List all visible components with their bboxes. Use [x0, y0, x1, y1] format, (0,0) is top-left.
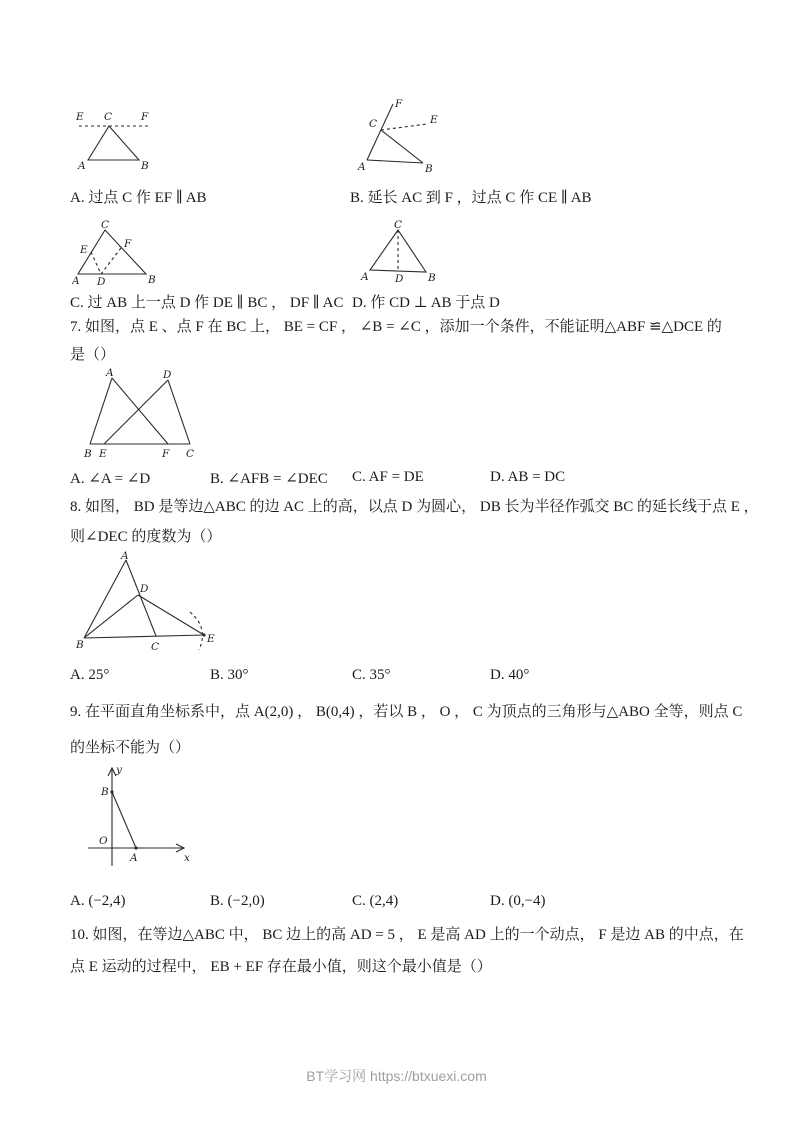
figC-label-F: F: [124, 238, 132, 250]
figQ7-line-AB: [90, 378, 112, 444]
figC-dashed-line-ED: [91, 252, 101, 274]
q6-option-c: C. 过 AB 上一点 D 作 DE ∥ BC ， DF ∥ AC: [70, 295, 344, 311]
figQ9-point-B: [110, 790, 113, 793]
q8-option-a: A. 25°: [70, 667, 110, 683]
figA-label-E: E: [76, 111, 84, 123]
figQ8-line-BA: [84, 560, 126, 638]
figA-label-B: B: [141, 160, 149, 170]
q9-option-c: C. (2,4): [352, 893, 399, 909]
q8-option-d: D. 40°: [490, 667, 530, 683]
figQ8-line-AC: [126, 560, 156, 636]
figQ7-label-B: B: [84, 448, 92, 460]
figQ7-label-F: F: [162, 448, 170, 460]
q7-text-line2: 是（）: [70, 347, 116, 363]
q8-text-line2: 则∠DEC 的度数为（）: [70, 529, 222, 545]
q8-option-b: B. 30°: [210, 667, 249, 683]
q7-option-c: C. AF = DE: [352, 469, 424, 485]
figQ9-label-O: O: [99, 835, 108, 847]
figQ8-dashed-arc: [190, 612, 202, 650]
figA-label-F: F: [141, 111, 149, 123]
figQ7-line-DC: [168, 380, 190, 444]
q7-option-d: D. AB = DC: [490, 469, 566, 485]
figQ8-line-BD: [84, 595, 138, 638]
figQ9-label-x: x: [184, 852, 190, 864]
q10-text-line2: 点 E 运动的过程中， EB + EF 存在最小值，则这个最小值是（）: [70, 959, 492, 975]
figQ7-line-DE: [104, 380, 168, 444]
figure-q9-coordinate-plane: [80, 758, 195, 880]
figD-label-C: C: [394, 220, 403, 231]
q9-option-d: D. (0,−4): [490, 893, 546, 909]
q6-option-a: A. 过点 C 作 EF ∥ AB: [70, 190, 207, 206]
figB-dashed-line-CE: [381, 124, 427, 130]
figQ7-label-D: D: [163, 369, 172, 381]
q9-text-line2: 的坐标不能为（）: [70, 740, 191, 756]
figC-label-B: B: [148, 274, 156, 286]
q9-text-line1: 9. 在平面直角坐标系中，点 A(2,0) ， B(0,4) ，若以 B ， O ， C 为顶点的三角形与△ABO 全等，则点 C: [70, 704, 743, 720]
figC-dashed-line-FD: [101, 248, 121, 274]
figQ7-label-C: C: [186, 448, 195, 460]
q9-option-a: A. (−2,4): [70, 893, 126, 909]
figC-label-D: D: [97, 276, 106, 286]
figQ8-label-D: D: [140, 583, 149, 595]
figB-label-B: B: [425, 163, 433, 172]
q7-text-line1: 7. 如图，点 E 、点 F 在 BC 上， BE = CF ， ∠B = ∠C ，添加一个条件，不能证明△ABF ≌△DCE 的: [70, 319, 722, 335]
figQ9-line-BA: [112, 792, 136, 848]
figure-q6c-triangle: [72, 220, 164, 286]
figQ8-base-BE: [84, 635, 204, 638]
figB-line-AB: [367, 160, 423, 163]
q6-option-b: B. 延长 AC 到 F ，过点 C 作 CE ∥ AB: [350, 190, 592, 206]
figB-label-C: C: [369, 118, 378, 130]
figC-label-C: C: [101, 220, 110, 231]
figure-q8-triangle-arc: [76, 550, 226, 654]
figB-label-E: E: [430, 114, 438, 126]
figQ9-label-y: y: [116, 764, 122, 776]
figB-line-CB: [381, 130, 423, 163]
figB-label-F: F: [395, 98, 403, 110]
figQ8-point-E: [202, 633, 205, 636]
q8-option-c: C. 35°: [352, 667, 391, 683]
figC-triangle: [78, 230, 146, 274]
figQ9-label-B: B: [101, 786, 109, 798]
figQ7-label-A: A: [106, 367, 114, 379]
figure-q6a-triangle: [75, 106, 183, 170]
figD-label-A: A: [361, 271, 369, 283]
q9-option-b: B. (−2,0): [210, 893, 265, 909]
figure-q6d-triangle: [358, 220, 440, 284]
figB-line-AF: [367, 104, 393, 160]
figQ9-label-A: A: [130, 852, 138, 864]
figD-label-D: D: [395, 273, 404, 284]
figQ7-label-E: E: [99, 448, 107, 460]
figD-label-B: B: [428, 272, 436, 284]
figA-label-A: A: [78, 160, 86, 170]
q7-option-b: B. ∠AFB = ∠DEC: [210, 471, 328, 487]
q7-option-a: A. ∠A = ∠D: [70, 471, 151, 487]
figQ8-label-B: B: [76, 639, 84, 651]
figC-label-E: E: [80, 244, 88, 256]
q8-text-line1: 8. 如图， BD 是等边△ABC 的边 AC 上的高，以点 D 为圆心， DB 长为半径作弧交 BC 的延长线于点 E ，: [70, 499, 759, 515]
site-footer: BT学习网 https://btxuexi.com: [306, 1068, 487, 1084]
q10-text-line1: 10. 如图，在等边△ABC 中， BC 边上的高 AD = 5 ， E 是高 AD 上的一个动点， F 是边 AB 的中点，在: [70, 927, 744, 943]
figure-q7-triangles: [82, 366, 214, 461]
figB-label-A: A: [358, 161, 366, 172]
figA-triangle: [88, 126, 139, 160]
figQ8-label-E: E: [207, 633, 215, 645]
figQ8-label-C: C: [151, 641, 160, 653]
figQ8-label-A: A: [121, 550, 129, 562]
q6-option-d: D. 作 CD ⊥ AB 于点 D: [352, 295, 500, 311]
figA-label-C: C: [104, 111, 113, 123]
figC-label-A: A: [72, 275, 80, 286]
figure-q6b-triangle: [357, 96, 452, 172]
figQ9-point-A: [134, 846, 137, 849]
